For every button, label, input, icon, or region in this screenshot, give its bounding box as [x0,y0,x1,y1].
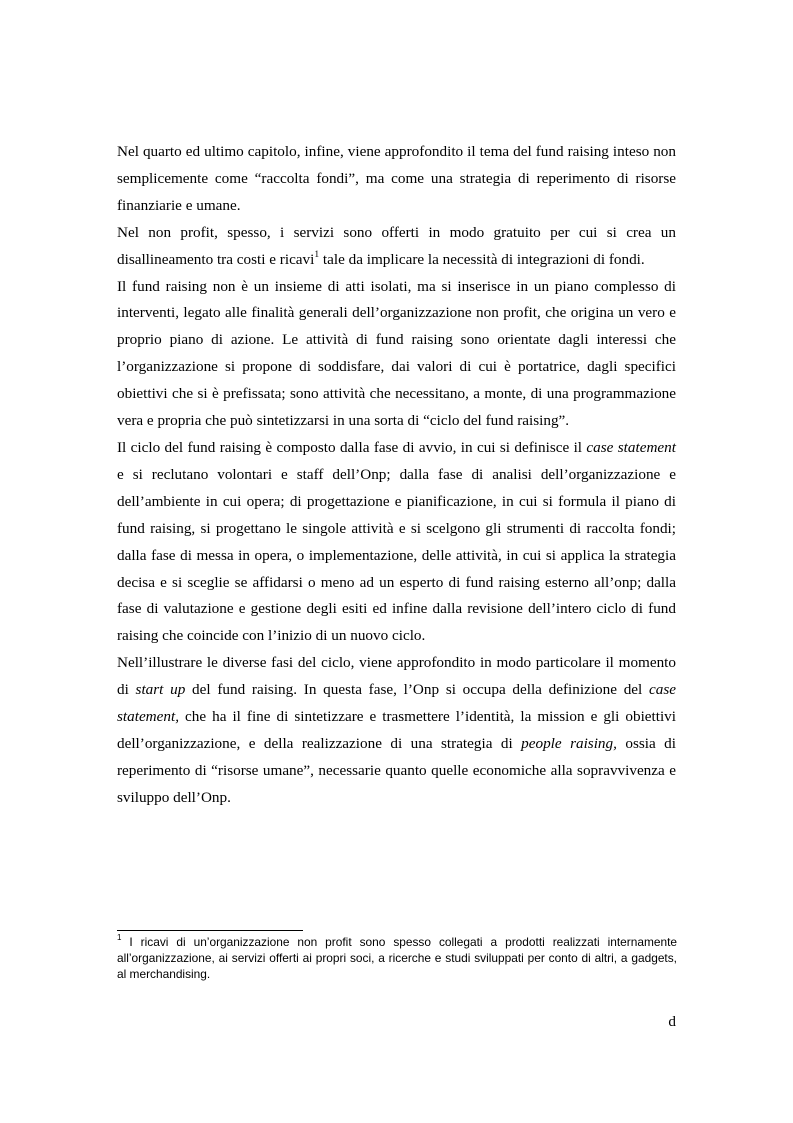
paragraph-3-text: Il fund raising non è un insieme di atti isolati, ma si inserisce in un piano complesso di interventi, legato alle finalità generali dell’organizzazione non profit, che origina un vero e proprio piano di azione. Le attività di fund raising sono orientate dagli interessi che l’organizzazione si propone di soddisfare, dai valori di cui è portatrice, dagli specifici obiettivi che si è prefissata; sono attività che necessitano, a monte, di una programmazione vera e propria che può sintetizzarsi in una sorta di “ciclo del fund raising”. [117,277,676,430]
paragraph-5-text-3: che ha il fine di sintetizzare e trasmettere l’identità, la mission e gli obiettivi dell’organizzazione, e della realizzazione di una strategia di [117,708,676,752]
footnote-marker: 1 [117,933,122,943]
paragraph-2 [117,220,676,274]
paragraph-4-italic-case-statement: case statement [586,438,676,456]
paragraph-2-text-before-note: Nel non profit, spesso, i servizi sono offerti in modo gratuito per cui si crea un disallineamento tra costi e ricavi [117,223,676,268]
body-text [117,139,676,812]
footnote [117,935,677,983]
paragraph-5 [117,650,676,811]
paragraph-3 [117,274,676,435]
paragraph-5-italic-people-raising: people raising, [521,734,617,752]
page-number: d [668,1013,676,1030]
paragraph-2-text-after-note: tale da implicare la necessità di integrazioni di fondi. [319,250,645,268]
paragraph-1 [117,139,676,220]
paragraph-4 [117,435,676,650]
paragraph-4-text-2: e si reclutano volontari e staff dell’Onp; dalla fase di analisi dell’organizzazione e dell’ambiente in cui opera; di progettazione e pianificazione, in cui si formula il piano di fund raising, si progettano le singole attività e si scelgono gli strumenti di raccolta fondi; dalla fase di messa in opera, o implementazione, delle attività, in cui si applica la strategia decisa e si sceglie se affidarsi o meno ad un esperto di fund raising esterno all’onp; dalla fase di valutazione e gestione degli esiti ed infine dalla revisione dell’intero ciclo di fund raising che coincide con l’inizio di un nuovo ciclo. [117,465,676,645]
paragraph-5-text-4: ossia di reperimento di “risorse umane”, necessarie quanto quelle economiche alla sopravvivenza e sviluppo dell’Onp. [117,734,676,806]
paragraph-5-text-2: del fund raising. In questa fase, l’Onp si occupa della definizione del [185,681,649,699]
paragraph-4-text-1: Il ciclo del fund raising è composto dalla fase di avvio, in cui si definisce il [117,438,587,456]
footnote-separator [117,930,303,931]
paragraph-5-text-1: Nell’illustrare le diverse fasi del ciclo, viene approfondito in modo particolare il momento di [117,654,676,699]
footnote-reference[interactable]: 1 [314,249,320,260]
paragraph-5-italic-start-up: start up [135,681,186,699]
paragraph-5-italic-case-statement: case statement, [117,681,676,726]
paragraph-1-text: Nel quarto ed ultimo capitolo, infine, viene approfondito il tema del fund raising inteso non semplicemente come “raccolta fondi”, ma come una strategia di reperimento di risorse finanziarie e umane. [117,143,676,214]
footnote-text: I ricavi di un’organizzazione non profit sono spesso collegati a prodotti realizzati internamente all’organizzazione, ai servizi offerti ai propri soci, a ricerche e studi sviluppati per conto di altri, a gadgets, al merchandising. [117,935,677,981]
